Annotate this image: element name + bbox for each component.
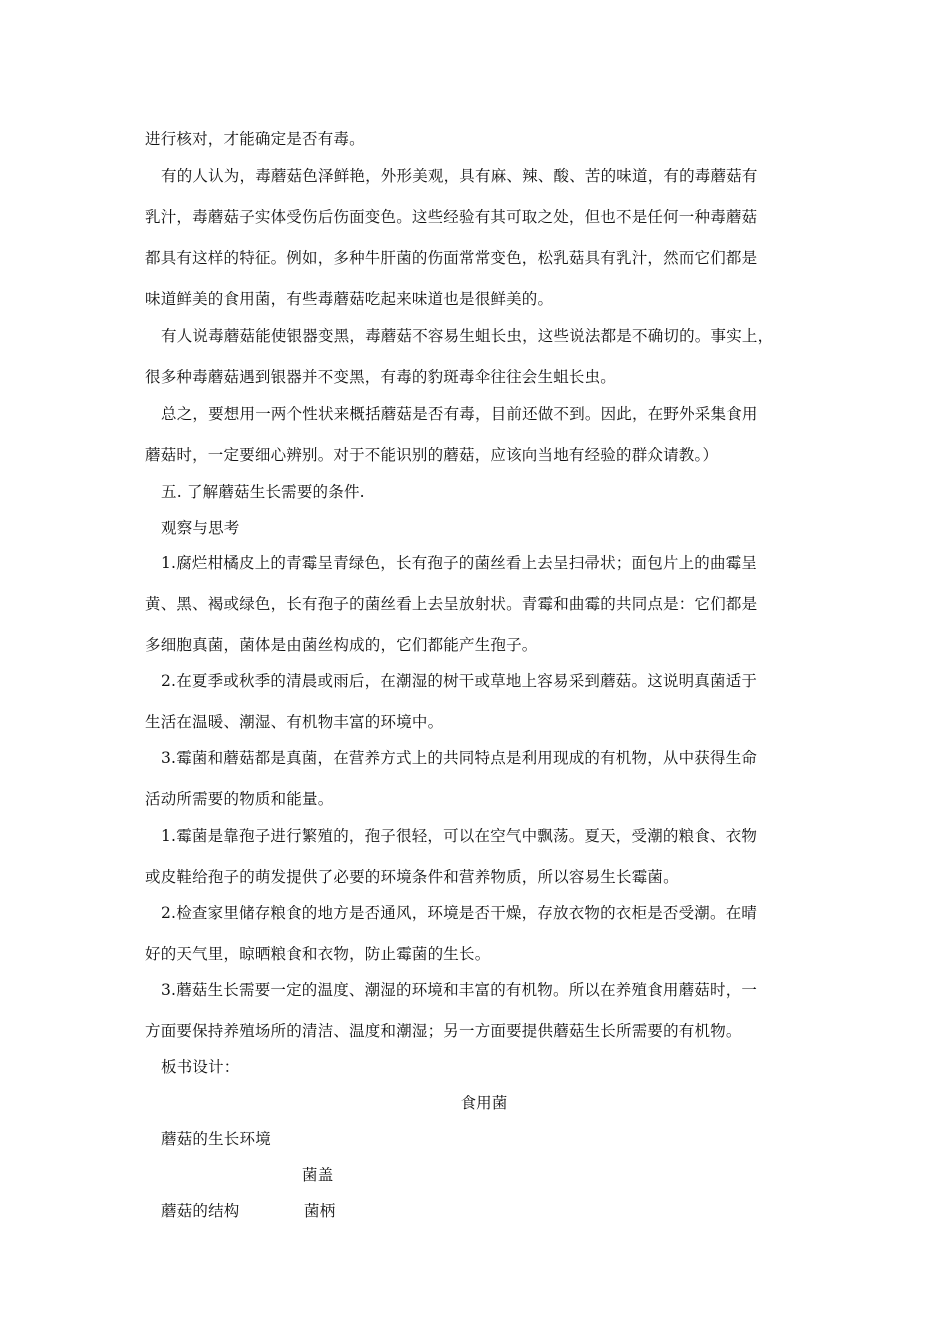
text-line: 方面要保持养殖场所的清洁、温度和潮湿；另一方面要提供蘑菇生长所需要的有机物。 (145, 1022, 742, 1040)
text-line: 或皮鞋给孢子的萌发提供了必要的环境条件和营养物质，所以容易生长霉菌。 (145, 868, 679, 886)
subsection-heading: 观察与思考 (161, 519, 240, 537)
text-line: 乳汁，毒蘑菇子实体受伤后伤面变色。这些经验有其可取之处，但也不是任何一种毒蘑菇 (145, 208, 758, 226)
text-line: 3.霉菌和蘑菇都是真菌，在营养方式上的共同特点是利用现成的有机物，从中获得生命 (161, 749, 758, 767)
text-line: 蘑菇时，一定要细心辨别。对于不能识别的蘑菇，应该向当地有经验的群众请教。） (145, 446, 719, 464)
board-stem: 菌柄 (304, 1202, 336, 1220)
text-line: 黄、黑、褐或绿色，长有孢子的菌丝看上去呈放射状。青霉和曲霉的共同点是：它们都是 (145, 595, 758, 613)
text-line: 有的人认为，毒蘑菇色泽鲜艳，外形美观，具有麻、辣、酸、苦的味道，有的毒蘑菇有 (161, 167, 758, 185)
board-growth-environment: 蘑菇的生长环境 (161, 1130, 271, 1148)
section-heading: 五. 了解蘑菇生长需要的条件. (161, 483, 365, 501)
text-line: 1.腐烂柑橘皮上的青霉呈青绿色，长有孢子的菌丝看上去呈扫帚状；面包片上的曲霉呈 (161, 554, 758, 572)
board-design-label: 板书设计： (161, 1058, 240, 1076)
text-line: 进行核对，才能确定是否有毒。 (145, 130, 365, 148)
text-line: 活动所需要的物质和能量。 (145, 790, 334, 808)
text-line: 好的天气里，晾晒粮食和衣物，防止霉菌的生长。 (145, 945, 491, 963)
text-line: 2.检查家里储存粮食的地方是否通风，环境是否干燥，存放衣物的衣柜是否受潮。在晴 (161, 904, 758, 922)
text-line: 总之，要想用一两个性状来概括蘑菇是否有毒，目前还做不到。因此，在野外采集食用 (161, 405, 758, 423)
board-structure: 蘑菇的结构 (161, 1202, 240, 1220)
text-line: 都具有这样的特征。例如，多种牛肝菌的伤面常常变色，松乳菇具有乳汁，然而它们都是 (145, 249, 758, 267)
text-line: 很多种毒蘑菇遇到银器并不变黑，有毒的豹斑毒伞往往会生蛆长虫。 (145, 368, 617, 386)
text-line: 2.在夏季或秋季的清晨或雨后，在潮湿的树干或草地上容易采到蘑菇。这说明真菌适于 (161, 672, 758, 690)
text-line: 多细胞真菌，菌体是由菌丝构成的，它们都能产生孢子。 (145, 636, 538, 654)
text-line: 3.蘑菇生长需要一定的温度、潮湿的环境和丰富的有机物。所以在养殖食用蘑菇时，一 (161, 981, 758, 999)
text-line: 生活在温暖、潮湿、有机物丰富的环境中。 (145, 713, 444, 731)
board-cap: 菌盖 (302, 1166, 334, 1184)
text-line: 味道鲜美的食用菌，有些毒蘑菇吃起来味道也是很鲜美的。 (145, 290, 554, 308)
text-line: 1.霉菌是靠孢子进行繁殖的，孢子很轻，可以在空气中飘荡。夏天，受潮的粮食、衣物 (161, 827, 758, 845)
text-line: 有人说毒蘑菇能使银器变黑，毒蘑菇不容易生蛆长虫，这些说法都是不确切的。事实上， (161, 327, 774, 345)
board-title: 食用菌 (460, 1094, 508, 1112)
